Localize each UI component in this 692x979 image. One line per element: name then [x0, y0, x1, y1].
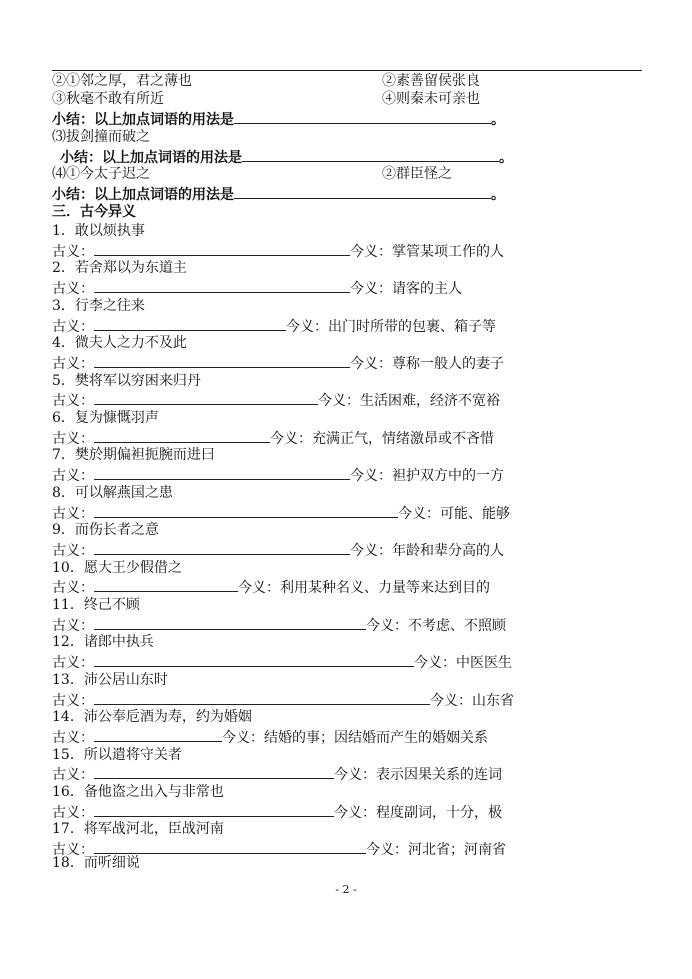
- vocab-question: 5．樊将军以穷困来归丹: [52, 372, 201, 389]
- jin-meaning: 今义：山东省: [430, 692, 514, 709]
- gu-label: 古义：: [52, 655, 94, 672]
- summary-3-blank: [234, 184, 491, 199]
- summary-1-end: 。: [491, 112, 505, 128]
- row2-right: ④则秦未可亲也: [382, 91, 480, 107]
- vocab-question: 1．敢以烦执事: [52, 223, 145, 239]
- vocab-question: 14．沛公奉卮酒为寿，约为婚姻: [52, 709, 252, 726]
- answer-blank[interactable]: [94, 390, 318, 405]
- gu-label: 古义：: [52, 393, 94, 410]
- jin-meaning: 今义：充满正气，情绪激昂或不吝惜: [270, 430, 494, 447]
- summary-3-label: 小结：以上加点词语的用法是: [52, 187, 234, 203]
- section-title: 三．古今异义: [52, 204, 136, 220]
- row4-left: ⑷①今太子迟之: [52, 166, 150, 182]
- jin-meaning: 今义：结婚的事；因结婚而产生的婚姻关系: [222, 729, 488, 746]
- answer-blank[interactable]: [94, 316, 286, 331]
- summary-2-blank: [242, 147, 499, 162]
- jin-meaning: 今义：程度副词，十分，极: [334, 804, 502, 821]
- answer-blank[interactable]: [94, 727, 222, 742]
- vocab-answer-row: [52, 390, 500, 409]
- gu-label: 古义：: [52, 355, 94, 372]
- answer-blank[interactable]: [94, 652, 414, 667]
- vocab-answer-row: [52, 316, 496, 335]
- gu-label: 古义：: [52, 842, 94, 859]
- summary-2-end: 。: [499, 150, 513, 166]
- vocab-answer-row: [52, 540, 504, 559]
- gu-label: 古义：: [52, 767, 94, 784]
- row1-right: ②素善留侯张良: [382, 73, 480, 89]
- answer-blank[interactable]: [94, 690, 430, 705]
- vocab-answer-row: [52, 353, 504, 372]
- gu-label: 古义：: [52, 318, 94, 335]
- answer-blank[interactable]: [94, 278, 350, 293]
- gu-label: 古义：: [52, 243, 94, 260]
- vocab-answer-row: [52, 615, 506, 634]
- jin-meaning: 今义：掌管某项工作的人: [350, 243, 504, 260]
- jin-meaning: 今义：请客的主人: [350, 281, 462, 298]
- row4-right: ②群臣怪之: [382, 166, 452, 182]
- answer-blank[interactable]: [94, 764, 334, 779]
- vocab-answer-row: [52, 690, 514, 709]
- vocab-question: 10．愿大王少假借之: [52, 559, 182, 576]
- answer-blank[interactable]: [94, 465, 350, 480]
- jin-meaning: 今义：年龄和辈分高的人: [350, 542, 504, 559]
- jin-meaning: 今义：中医医生: [414, 655, 512, 672]
- vocab-answer-row: [52, 727, 488, 746]
- gu-label: 古义：: [52, 430, 94, 447]
- item-18: 18．而听细说: [52, 855, 140, 871]
- vocab-question: 2．若舍郑以为东道主: [52, 260, 187, 277]
- summary-1-label: 小结：以上加点词语的用法是: [52, 112, 234, 128]
- summary-2-label: 小结：以上加点词语的用法是: [60, 150, 242, 166]
- vocab-answer-row: [52, 764, 502, 783]
- vocab-answer-row: [52, 278, 462, 297]
- gu-label: 古义：: [52, 617, 94, 634]
- vocab-question: 16．备他盗之出入与非常也: [52, 784, 224, 800]
- vocab-question: 17．将军战河北，臣战河南: [52, 821, 224, 838]
- gu-label: 古义：: [52, 505, 94, 522]
- jin-meaning: 今义：表示因果关系的连词: [334, 767, 502, 784]
- gu-label: 古义：: [52, 281, 94, 298]
- answer-blank[interactable]: [94, 615, 366, 630]
- answer-blank[interactable]: [94, 503, 398, 518]
- gu-label: 古义：: [52, 729, 94, 746]
- jin-meaning: 今义：出门时所带的包裹、箱子等: [286, 318, 496, 335]
- summary-3-end: 。: [491, 187, 505, 203]
- answer-blank[interactable]: [94, 241, 350, 256]
- vocab-answer-row: [52, 802, 502, 821]
- jin-meaning: 今义：生活困难，经济不宽裕: [318, 393, 500, 410]
- gu-label: 古义：: [52, 692, 94, 709]
- vocab-question: 13．沛公居山东时: [52, 671, 168, 688]
- vocab-answer-row: [52, 577, 490, 596]
- summary-3: [52, 184, 505, 203]
- vocab-answer-row: [52, 652, 512, 671]
- vocab-question: 8．可以解燕国之患: [52, 484, 173, 501]
- row1-left: ②①邻之厚，君之薄也: [52, 73, 192, 89]
- summary-1: [52, 109, 505, 128]
- vocab-question: 9．而伤长者之意: [52, 522, 159, 539]
- gu-label: 古义：: [52, 580, 94, 597]
- jin-meaning: 今义：利用某种名义、力量等来达到目的: [238, 580, 490, 597]
- answer-blank[interactable]: [94, 540, 350, 555]
- summary-1-blank: [234, 109, 491, 124]
- vocab-question: 11．终己不顾: [52, 597, 140, 613]
- vocab-question: 12．诸郎中执兵: [52, 634, 154, 651]
- gu-label: 古义：: [52, 468, 94, 485]
- vocab-answer-row: [52, 503, 510, 522]
- gu-label: 古义：: [52, 804, 94, 821]
- vocab-question: 4．微夫人之力不及此: [52, 335, 187, 352]
- row2-left: ③秋毫不敢有所近: [52, 91, 164, 107]
- header-rule: [52, 70, 642, 71]
- vocab-question: 7．樊於期偏袒扼腕而进曰: [52, 447, 215, 464]
- jin-meaning: 今义：河北省；河南省: [366, 842, 506, 859]
- item-3: ⑶拔剑撞而破之: [52, 129, 150, 145]
- answer-blank[interactable]: [94, 577, 238, 592]
- page-number: - 2 -: [335, 883, 357, 896]
- answer-blank[interactable]: [94, 353, 350, 368]
- jin-meaning: 今义：不考虑、不照顾: [366, 617, 506, 634]
- vocab-question: 6．复为慷慨羽声: [52, 410, 159, 426]
- vocab-question: 3．行李之往来: [52, 297, 145, 314]
- vocab-answer-row: [52, 465, 504, 484]
- vocab-answer-row: [52, 241, 504, 260]
- gu-label: 古义：: [52, 542, 94, 559]
- jin-meaning: 今义：可能、能够: [398, 505, 510, 522]
- jin-meaning: 今义：尊称一般人的妻子: [350, 355, 504, 372]
- answer-blank[interactable]: [94, 839, 366, 854]
- summary-2: [60, 147, 513, 166]
- jin-meaning: 今义：袒护双方中的一方: [350, 468, 504, 485]
- answer-blank[interactable]: [94, 428, 270, 443]
- vocab-answer-row: [52, 428, 494, 447]
- vocab-question: 15．所以遣将守关者: [52, 746, 182, 763]
- answer-blank[interactable]: [94, 802, 334, 817]
